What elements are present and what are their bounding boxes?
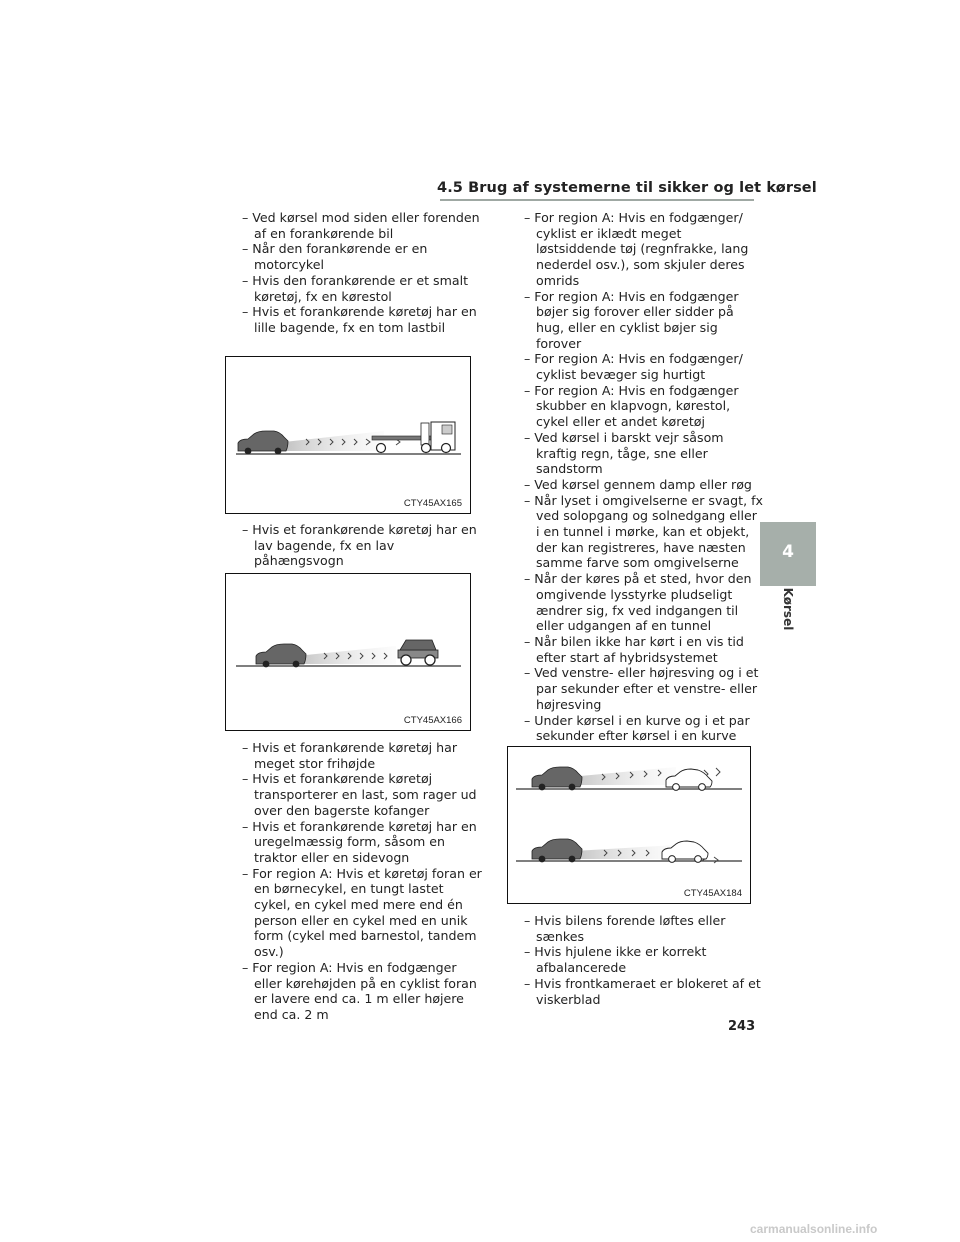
car-icon [532, 839, 582, 862]
list-item: – For region A: Hvis en fodgænger bøjer sig forover eller sidder på hug, eller en cyklist bøjer sig forover [524, 288, 739, 351]
curve-illustration [508, 747, 750, 903]
list-item: – Hvis et forankørende køretøj transporterer en last, som rager ud over den bagerste kofanger [242, 771, 477, 818]
trailer-illustration [226, 574, 470, 730]
sensor-beam [570, 767, 676, 785]
figure-code: CTY45AX165 [403, 498, 462, 509]
trailer-vehicle-icon [398, 640, 438, 665]
list-item: – Hvis bilens forende løftes eller sænkes [524, 913, 726, 944]
chapter-tab [760, 522, 816, 586]
list-item: – Hvis et forankørende køretøj har en lille bagende, fx en tom lastbil [242, 304, 477, 335]
sensor-beam [574, 845, 676, 859]
figure-code: CTY45AX184 [683, 888, 742, 899]
list-item: – Ved kørsel gennem damp eller røg [524, 476, 752, 492]
header-rule [440, 199, 754, 201]
car-ahead-icon [662, 841, 708, 862]
list-item: – Hvis et forankørende køretøj har en lav bagende, fx en lav påhængsvogn [242, 522, 477, 569]
list-item: – Hvis et forankørende køretøj har en uregelmæssig form, såsom en traktor eller en sidevogn [242, 818, 477, 865]
chapter-label: Kørsel [781, 587, 795, 631]
list-item: – Hvis den forankørende er et smalt køretøj, fx en kørestol [242, 272, 469, 304]
list-item: – Hvis et forankørende køretøj har meget stor frihøjde [242, 740, 458, 771]
list-item: – Hvis frontkameraet er blokeret af et viskerblad [524, 975, 761, 1007]
list-item: – For region A: Hvis en fodgænger skubber en klapvogn, kørestol, cykel eller et andet køretøj [524, 382, 739, 430]
figure-code: CTY45AX166 [403, 715, 462, 726]
list-item: – Hvis hjulene ikke er korrekt afbalancerede [524, 944, 707, 976]
chapter-number: 4 [782, 542, 794, 562]
figure-truck [225, 356, 471, 514]
list-item: – For region A: Hvis en fodgænger/ cyklist er iklædt meget løstsiddende tøj (regnfrakke, lang nederdel osv.), som skjuler deres omrids [524, 210, 749, 288]
list-item: – Ved venstre- eller højresving og i et par sekunder efter et venstre- eller højresving [524, 665, 759, 712]
left-list-c [242, 740, 482, 1023]
list-item: – Ved kørsel i barskt vejr såsom kraftig regn, tåge, sne eller sandstorm [524, 429, 724, 477]
right-list-a [524, 210, 764, 760]
list-item: – Under kørsel i en kurve og i et par sekunder efter kørsel i en kurve [524, 712, 750, 744]
sensor-beam [296, 646, 396, 664]
figure-trailer [225, 573, 471, 731]
list-item: – Når der køres på et sted, hvor den omgivende lysstyrke pludseligt ændrer sig, fx ved indgangen til eller udgangen af en tunnel [524, 571, 752, 634]
list-item: – Ved kørsel mod siden eller forenden af en forankørende bil [242, 210, 480, 241]
left-list-b [242, 522, 482, 569]
left-list-a [242, 210, 482, 336]
car-icon [238, 431, 288, 454]
section-header: 4.5 Brug af systemerne til sikker og let kørsel [437, 180, 817, 196]
right-list-b [524, 913, 764, 1007]
list-item: – For region A: Hvis en fodgænger eller kørehøjden på en cyklist foran er lavere end ca. 1 m eller højere end ca. 2 m [242, 959, 477, 1022]
list-item: – Når bilen ikke har kørt i en vis tid efter start af hybridsystemet [524, 633, 744, 665]
car-icon [532, 767, 582, 790]
list-item: – For region A: Hvis et køretøj foran er en børnecykel, en tungt lastet cykel, en cykel med mere end én person eller en cykel med en unik form (cykel med barnestol, tandem osv.) [242, 865, 482, 960]
truck-icon [372, 422, 455, 453]
figure-curve [507, 746, 751, 904]
footer-watermark: carmanualsonline.info [750, 1222, 878, 1236]
list-item: – Når den forankørende er en motorcykel [242, 241, 428, 273]
chapter-label-container [778, 586, 798, 636]
page-number: 243 [728, 1019, 756, 1034]
truck-illustration [226, 357, 470, 513]
car-icon [256, 644, 306, 667]
list-item: – For region A: Hvis en fodgænger/ cyklist bevæger sig hurtigt [524, 351, 743, 383]
list-item: – Når lyset i omgivelserne er svagt, fx ved solopgang og solnedgang eller i en tunnel i mørke, kan et objekt, der kan registreres, have næsten samme farve som omgivelserne [524, 492, 763, 571]
